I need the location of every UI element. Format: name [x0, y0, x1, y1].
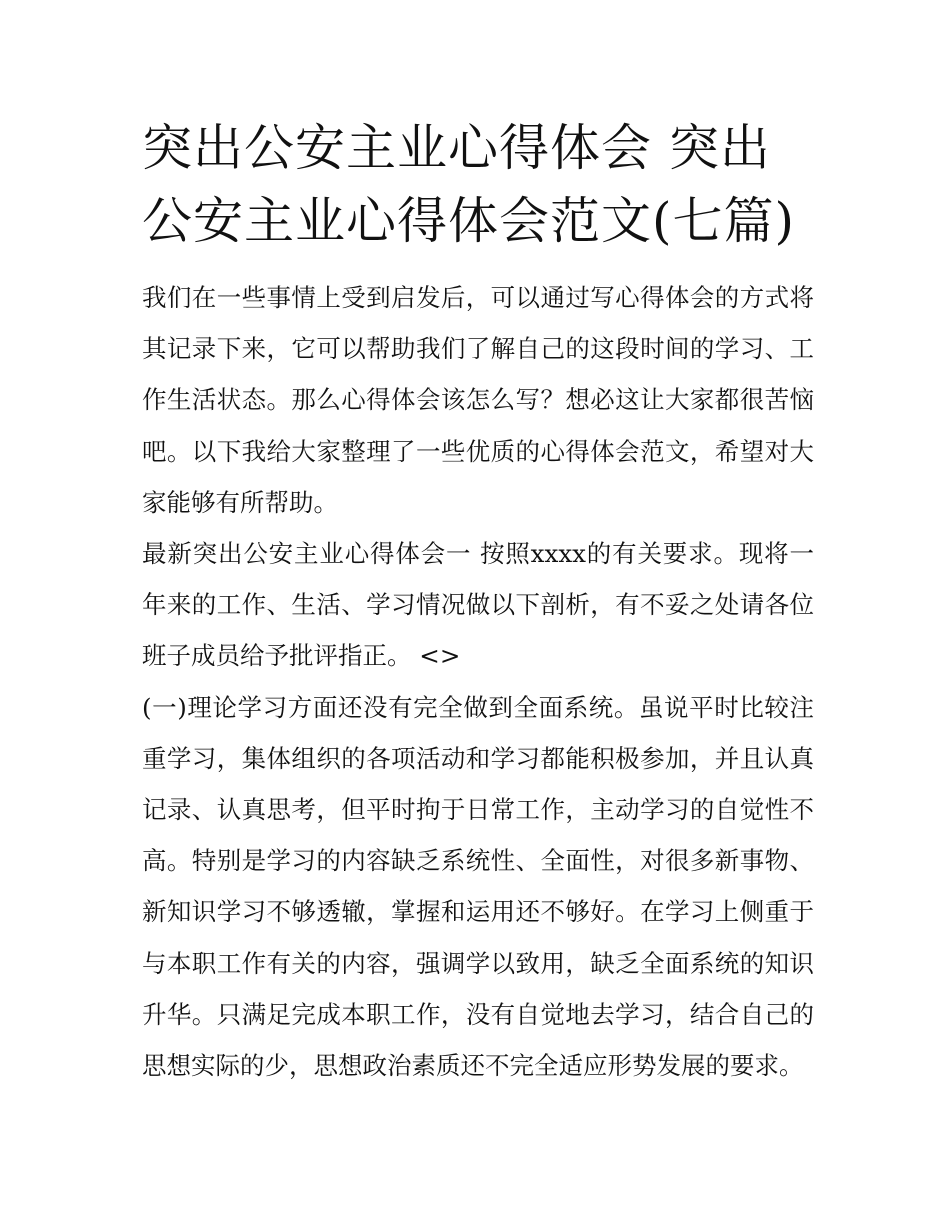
paragraph-first-essay: 最新突出公安主业心得体会一 按照xxxx的有关要求。现将一年来的工作、生活、学习情况做以下剖析，有不妥之处请各位班子成员给予批评指正。 <> [142, 539, 814, 671]
paragraph-intro: 我们在一些事情上受到启发后，可以通过写心得体会的方式将其记录下来，它可以帮助我们了解自己的这段时间的学习、工作生活状态。那么心得体会该怎么写？想必这让大家都很苦恼吧。以下我给大家整理了一些优质的心得体会范文，希望对大家能够有所帮助。 [142, 283, 814, 517]
document-page [142, 112, 814, 1091]
document-body [142, 272, 814, 1091]
document-title: 突出公安主业心得体会 突出公安主业心得体会范文(七篇) [142, 119, 796, 250]
paragraph-theory-study: (一)理论学习方面还没有完全做到全面系统。虽说平时比较注重学习，集体组织的各项活动和学习都能积极参加，并且认真记录、认真思考，但平时拘于日常工作，主动学习的自觉性不高。特别是学习的内容缺乏系统性、全面性，对很多新事物、新知识学习不够透辙，掌握和运用还不够好。在学习上侧重于与本职工作有关的内容，强调学以致用，缺乏全面系统的知识升华。只满足完成本职工作，没有自觉地去学习，结合自己的思想实际的少，思想政治素质还不完全适应形势发展的要求。 [142, 692, 814, 1081]
